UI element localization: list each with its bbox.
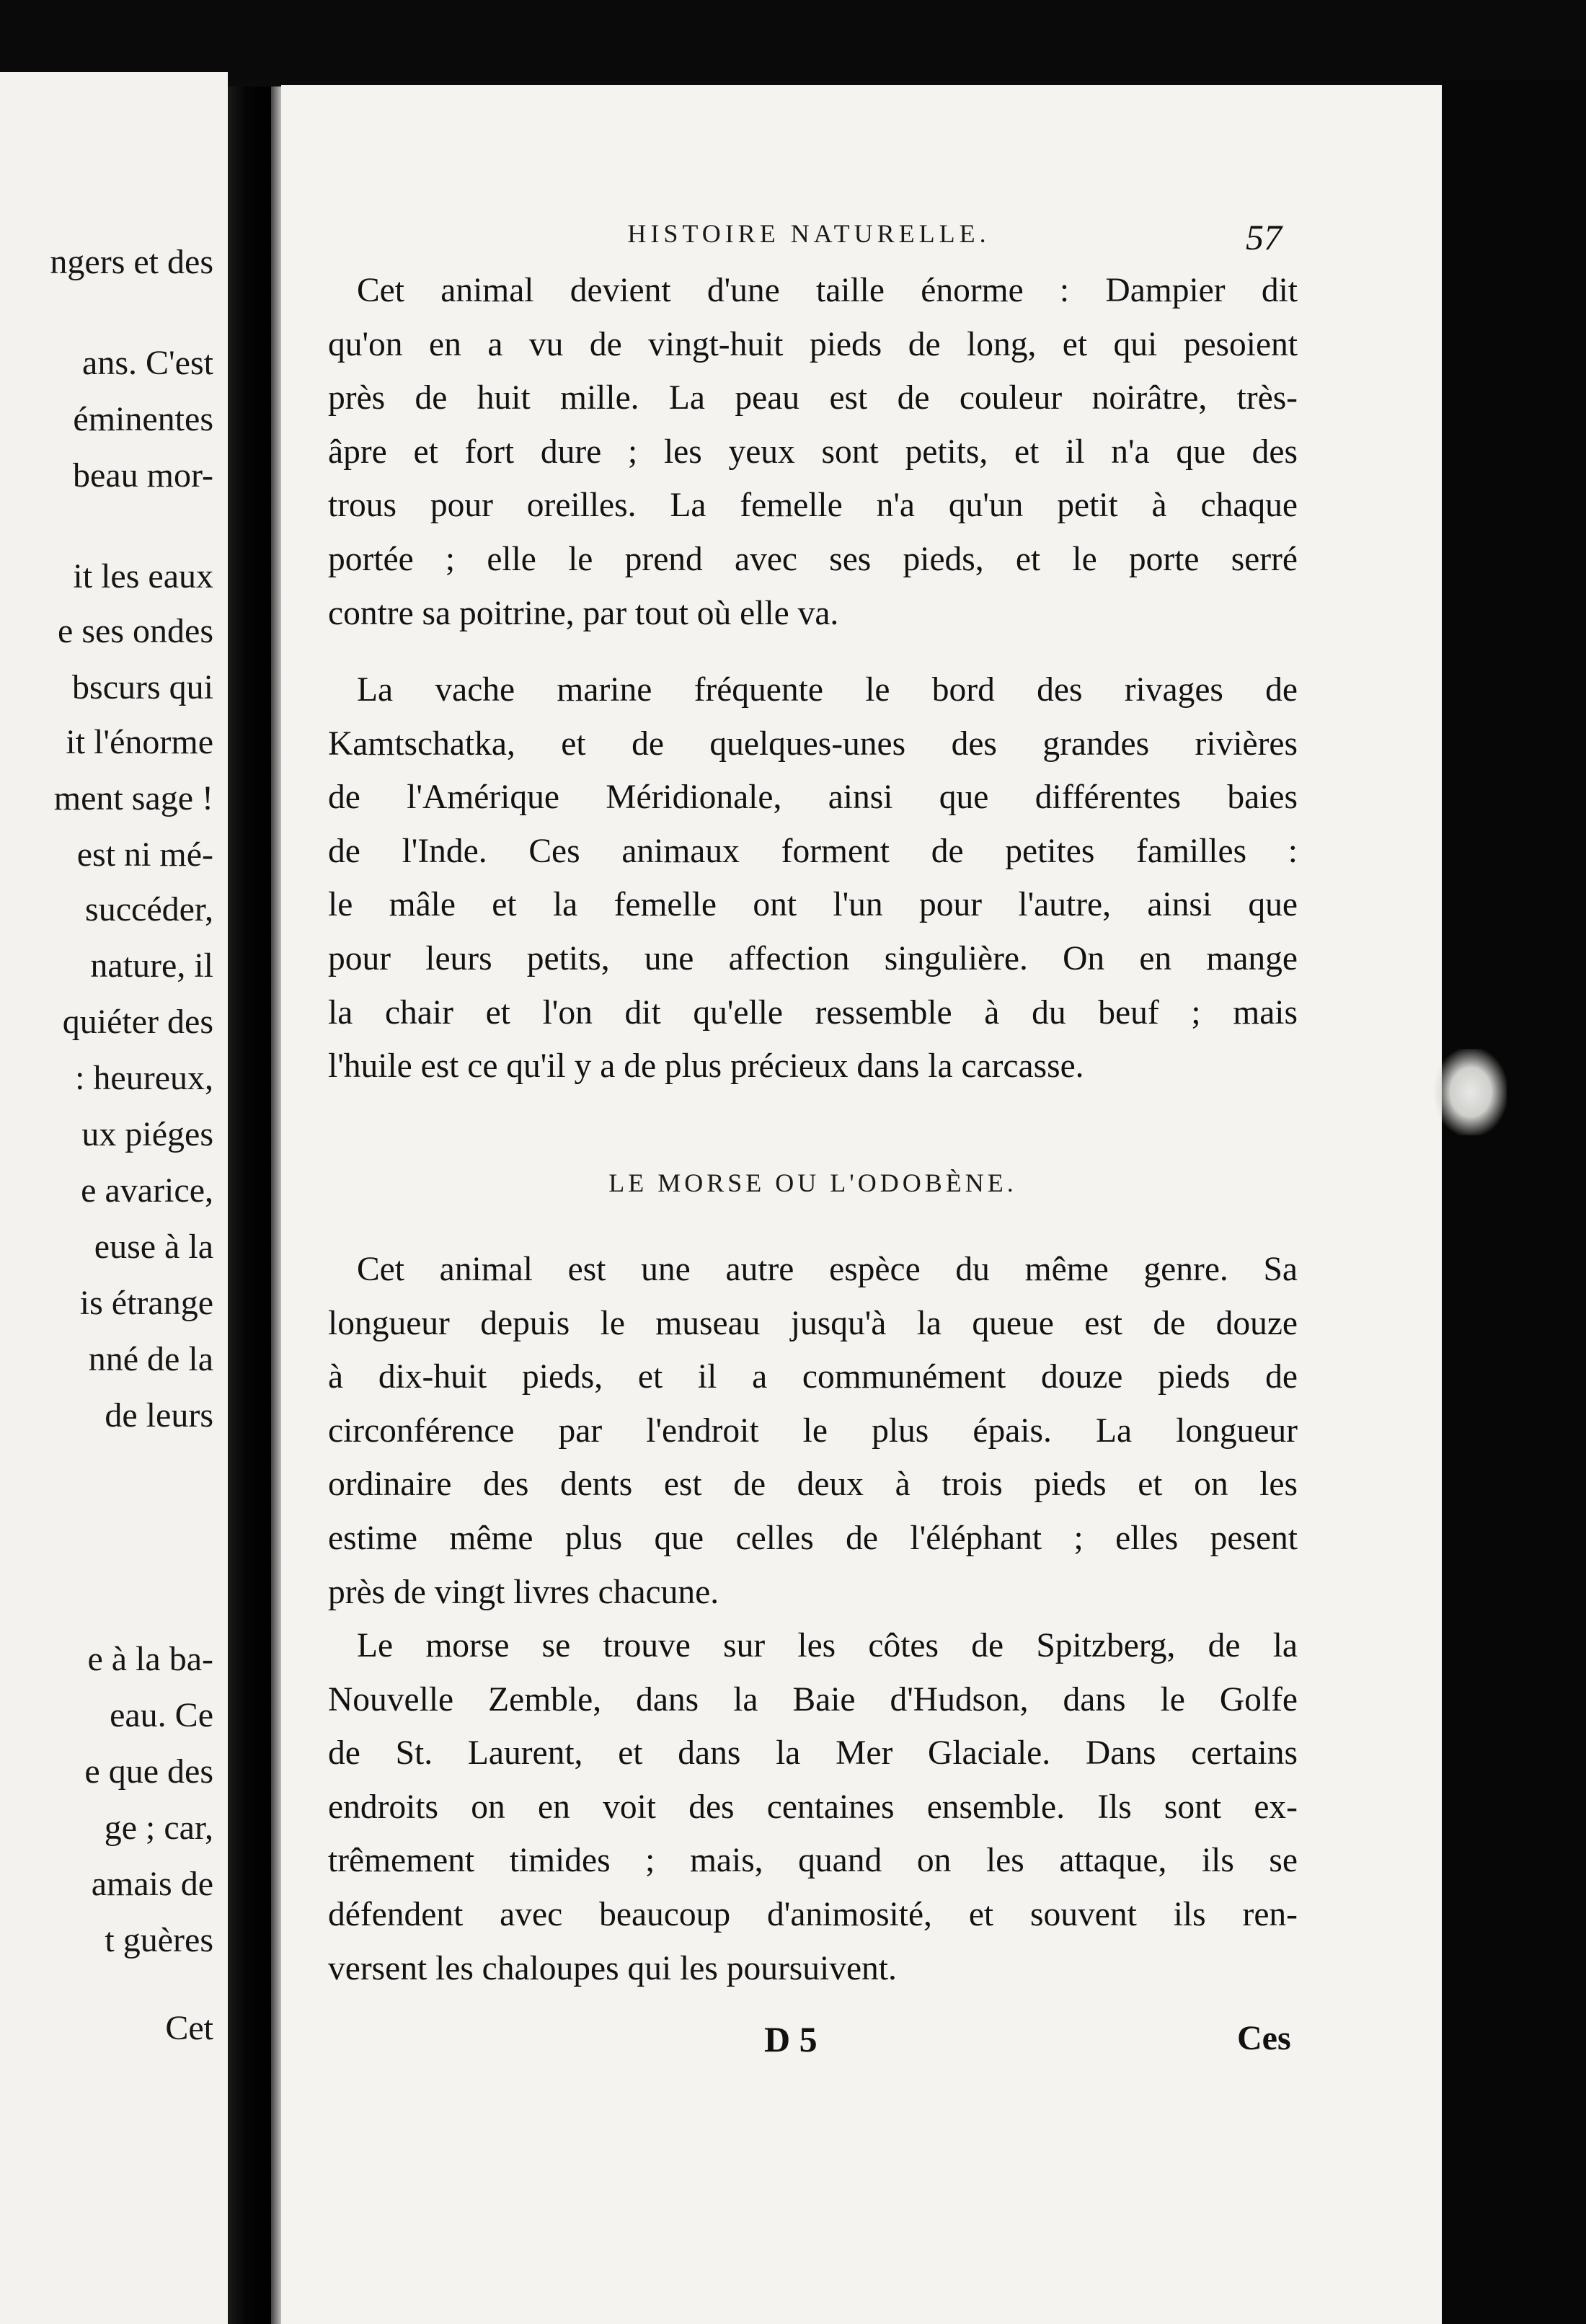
previous-page-line: succéder,: [85, 890, 213, 928]
paper-damage-spot: [1435, 1049, 1507, 1135]
text-line: près de huit mille. La peau est de couleur noirâtre, très-: [328, 379, 1298, 417]
previous-page-line: de leurs: [105, 1396, 213, 1434]
text-line: Le morse se trouve sur les côtes de Spitzberg, de la: [357, 1627, 1298, 1664]
text-line: Kamtschatka, et de quelques-unes des grandes rivières: [328, 724, 1298, 763]
text-line: pour leurs petits, une affection singulière. On en mange: [328, 939, 1298, 977]
previous-page-line: nné de la: [88, 1340, 213, 1378]
text-line: Cet animal est une autre espèce du même genre. Sa: [357, 1251, 1298, 1288]
scan-right-border: [1442, 79, 1586, 2324]
text-line: le mâle et la femelle ont l'un pour l'autre, ainsi que: [328, 886, 1298, 924]
previous-page-line: it l'énorme: [66, 723, 213, 761]
previous-page-line: is étrange: [79, 1284, 213, 1322]
previous-page-line: euse à la: [94, 1228, 213, 1266]
text-line: près de vingt livres chacune.: [328, 1573, 719, 1611]
text-line: longueur depuis le museau jusqu'à la queue est de douze: [328, 1304, 1298, 1342]
text-line: à dix-huit pieds, et il a communément douze pieds de: [328, 1358, 1298, 1396]
text-line: versent les chaloupes qui les poursuivent.: [328, 1949, 897, 1987]
previous-page-line: t guères: [105, 1921, 213, 1959]
paragraph-3: [328, 1243, 1298, 1619]
previous-page-line: quiéter des: [62, 1003, 213, 1041]
text-line: endroits on en voit des centaines ensemble. Ils sont ex-: [328, 1788, 1298, 1826]
text-line: de l'Amérique Méridionale, ainsi que différentes baies: [328, 779, 1298, 817]
text-line: l'huile est ce qu'il y a de plus précieux dans la carcasse.: [328, 1047, 1084, 1086]
text-line: estime même plus que celles de l'éléphant ; elles pesent: [328, 1519, 1298, 1557]
paragraph-1: [328, 264, 1298, 640]
previous-page-line: beau mor-: [73, 456, 213, 494]
text-line: de l'Inde. Ces animaux forment de petites familles :: [328, 832, 1298, 870]
text-line: La vache marine fréquente le bord des rivages de: [357, 671, 1298, 709]
previous-page-line: nature, il: [90, 946, 213, 985]
section-heading: LE MORSE OU L'ODOBÈNE.: [608, 1168, 1017, 1197]
text-line: qu'on en a vu de vingt-huit pieds de long, et qui pesoient: [328, 325, 1298, 363]
previous-page-line: eau. Ce: [110, 1696, 213, 1734]
page-number: 57: [1246, 217, 1282, 257]
previous-page-line: ge ; car,: [104, 1809, 213, 1847]
book-gutter: [228, 87, 271, 2324]
text-line: ordinaire des dents est de deux à trois pieds et on les: [328, 1465, 1298, 1504]
previous-page-line: ment sage !: [53, 779, 213, 817]
text-line: âpre et fort dure ; les yeux sont petits, et il n'a que des: [328, 433, 1298, 471]
previous-page-line: ans. C'est: [82, 344, 213, 382]
previous-page-line: est ni mé-: [76, 835, 213, 874]
previous-page-line: amais de: [91, 1865, 213, 1903]
text-line: défendent avec beaucoup d'animosité, et souvent ils ren-: [328, 1895, 1298, 1933]
text-line: contre sa poitrine, par tout où elle va.: [328, 594, 839, 632]
text-line: Nouvelle Zemble, dans la Baie d'Hudson, dans le Golfe: [328, 1680, 1298, 1718]
previous-page-line: éminentes: [73, 400, 213, 438]
previous-page-fragment: [0, 72, 228, 2324]
previous-page-line: bscurs qui: [72, 668, 213, 706]
signature-mark: D 5: [764, 2019, 818, 2059]
paragraph-4: [328, 1619, 1298, 1995]
text-line: la chair et l'on dit qu'elle ressemble à du beuf ; mais: [328, 993, 1298, 1032]
paragraph-2: [328, 663, 1298, 1094]
scan-top-border: [0, 0, 1586, 79]
previous-page-line: ngers et des: [50, 243, 213, 281]
previous-page-line: e ses ondes: [58, 612, 213, 650]
previous-page-line: e que des: [84, 1752, 213, 1791]
text-line: portée ; elle le prend avec ses pieds, et le porte serré: [328, 540, 1298, 578]
previous-page-line: it les eaux: [73, 557, 213, 595]
previous-page-line: e avarice,: [81, 1171, 213, 1210]
text-line: Cet animal devient d'une taille énorme : Dampier dit: [357, 272, 1298, 309]
previous-page-line: : heureux,: [75, 1059, 213, 1097]
text-line: circonférence par l'endroit le plus épais. La longueur: [328, 1411, 1298, 1450]
text-line: trêmement timides ; mais, quand on les attaque, ils se: [328, 1842, 1298, 1880]
running-head: HISTOIRE NATURELLE.: [627, 219, 991, 248]
previous-page-line: Cet: [165, 2009, 213, 2047]
previous-page-line: ux piéges: [81, 1115, 213, 1153]
previous-page-line: e à la ba-: [87, 1640, 213, 1678]
text-line: de St. Laurent, et dans la Mer Glaciale. Dans certains: [328, 1734, 1298, 1773]
catchword: Ces: [1237, 2019, 1291, 2057]
text-line: trous pour oreilles. La femelle n'a qu'un petit à chaque: [328, 487, 1298, 525]
